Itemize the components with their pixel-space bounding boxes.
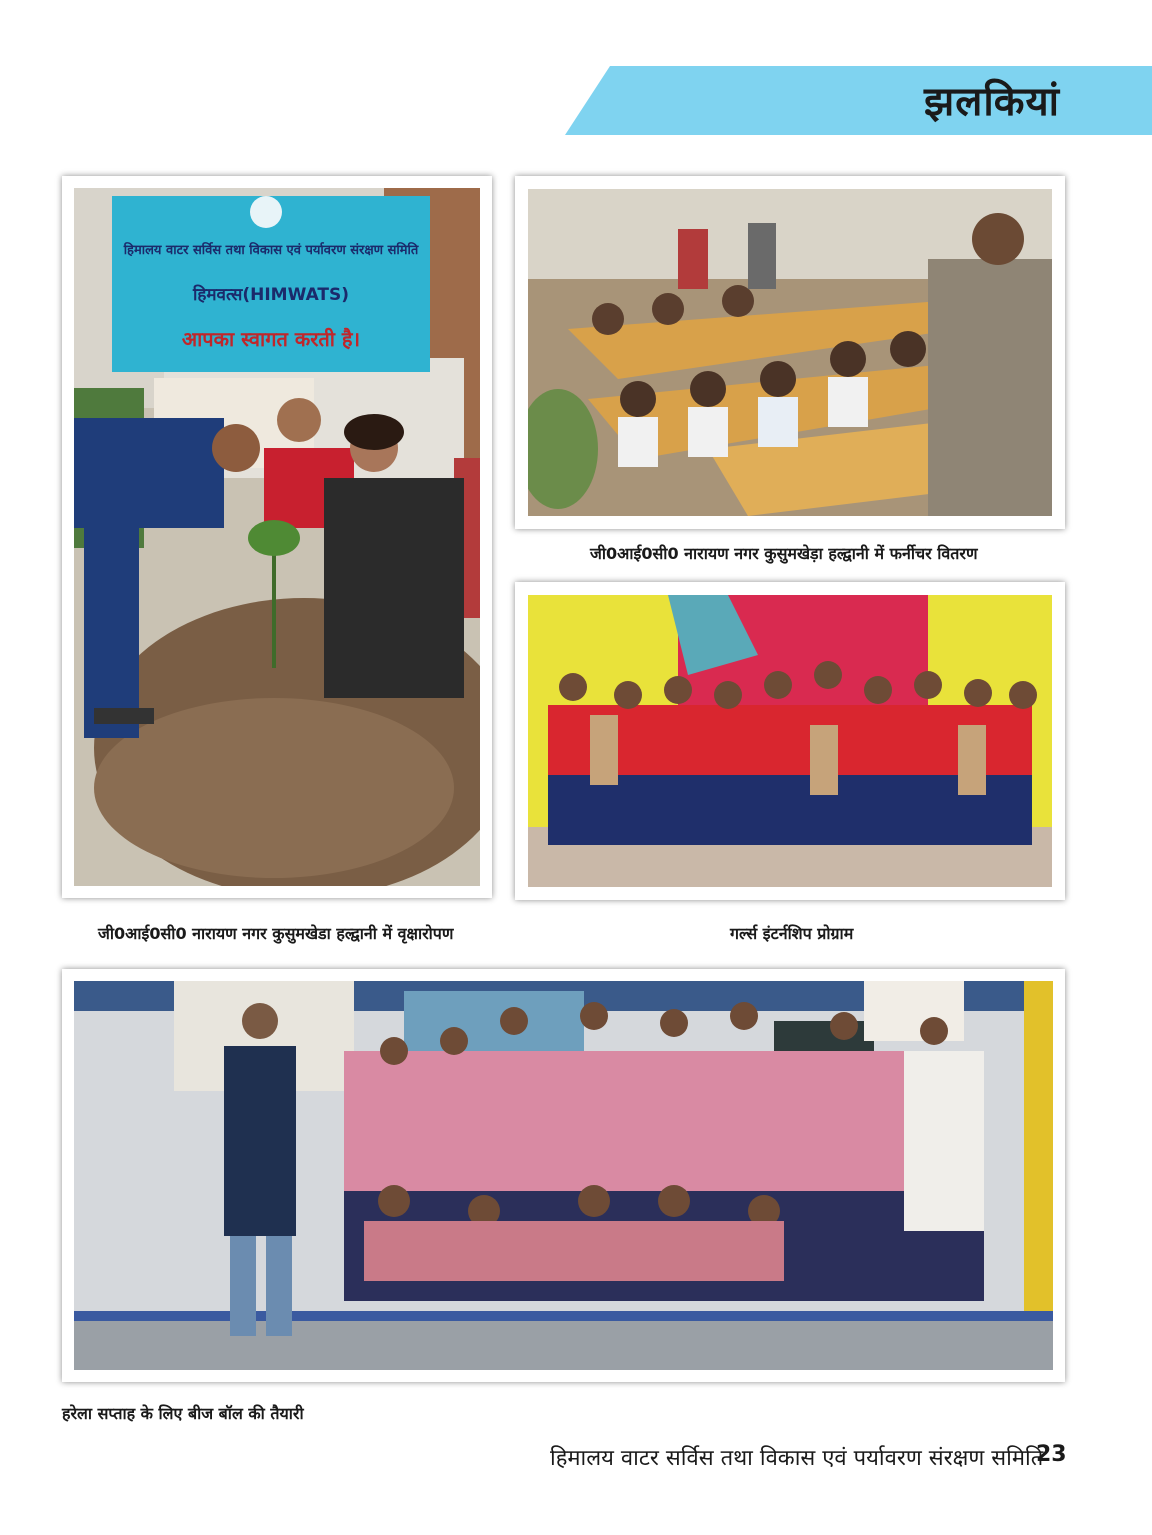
caption-girls-internship: गर्ल्स इंटर्नशिप प्रोग्राम bbox=[730, 924, 854, 943]
sign-line-1: हिमालय वाटर सर्विस तथा विकास एवं पर्यावरण संरक्षण समिति bbox=[123, 243, 419, 258]
photo-frame-furniture-distribution bbox=[515, 176, 1065, 529]
sign-line-2: हिमवत्स(HIMWATS) bbox=[192, 285, 350, 305]
photo-girls-internship bbox=[528, 595, 1052, 887]
page-title: झलकियां bbox=[924, 79, 1060, 125]
photo-frame-seed-ball-prep bbox=[62, 969, 1065, 1382]
photo-tree-plantation bbox=[74, 188, 480, 886]
photo-frame-tree-plantation bbox=[62, 176, 492, 898]
photo-frame-girls-internship bbox=[515, 582, 1065, 900]
header-banner bbox=[0, 0, 1152, 135]
sign-line-3: आपका स्वागत करती है। bbox=[181, 327, 361, 351]
caption-tree-plantation: जी0आई0सी0 नारायण नगर कुसुमखेडा हल्द्वानी में वृक्षारोपण bbox=[98, 924, 454, 943]
caption-seed-ball-prep: हरेला सप्ताह के लिए बीज बॉल की तैयारी bbox=[62, 1404, 304, 1423]
caption-furniture-distribution: जी0आई0सी0 नारायण नगर कुसुमखेड़ा हल्द्वानी में फर्नीचर वितरण bbox=[590, 544, 978, 563]
footer-org-name: हिमालय वाटर सर्विस तथा विकास एवं पर्यावरण संरक्षण समिति bbox=[550, 1446, 1044, 1471]
photo-furniture-distribution bbox=[528, 189, 1052, 516]
page-number: 23 bbox=[1036, 1442, 1067, 1467]
photo-seed-ball-prep bbox=[74, 981, 1053, 1370]
